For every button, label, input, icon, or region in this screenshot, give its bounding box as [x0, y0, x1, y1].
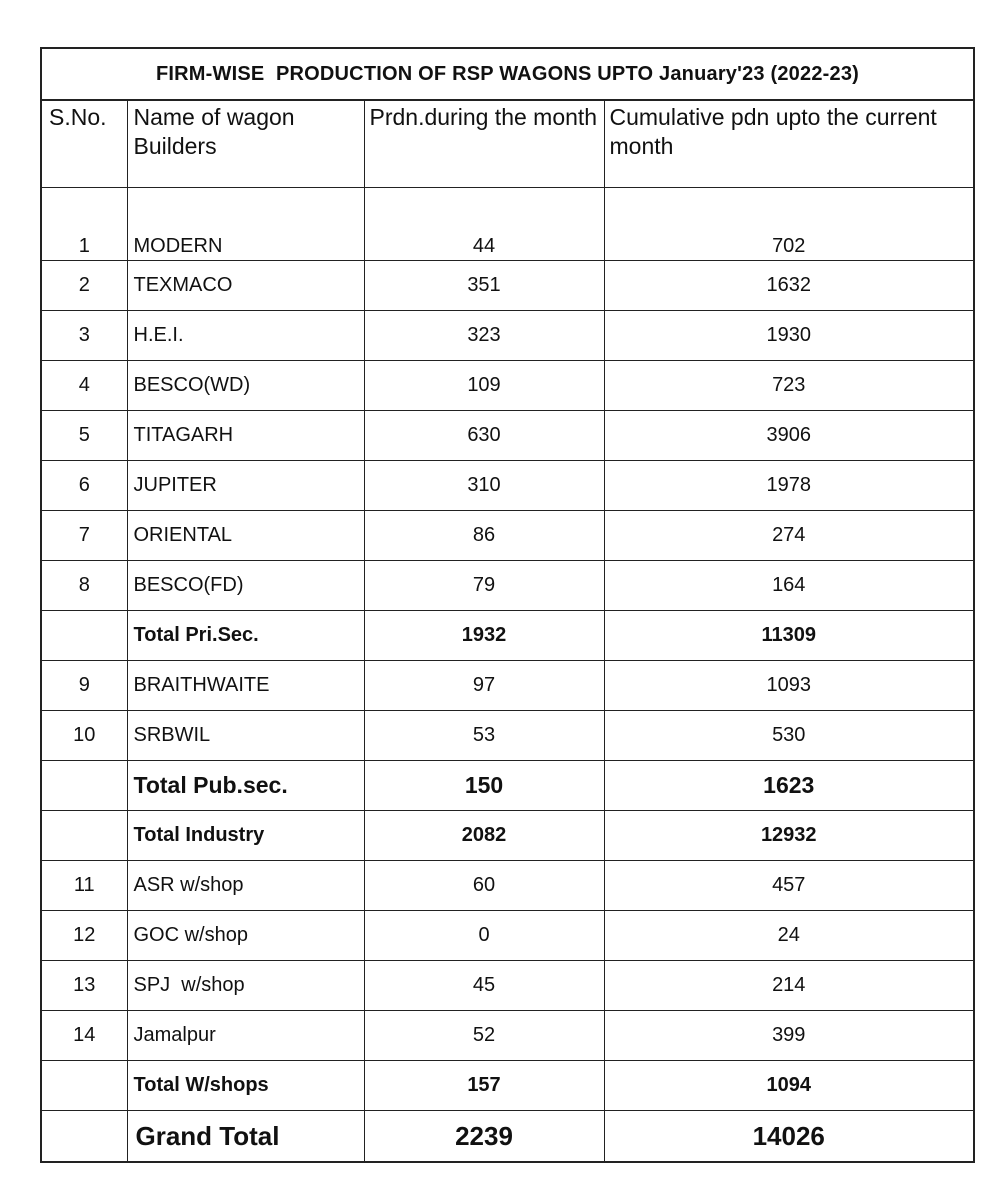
- table-row: [42, 911, 973, 961]
- table-row: [42, 711, 973, 761]
- table-row: [42, 361, 973, 411]
- row-name: Total Industry: [127, 811, 364, 861]
- production-table-document: [40, 47, 975, 1163]
- row-prdn: 53: [364, 711, 604, 761]
- row-sno: [42, 611, 127, 661]
- row-prdn: 310: [364, 461, 604, 511]
- table-row: [42, 961, 973, 1011]
- row-prdn: 97: [364, 661, 604, 711]
- row-cumulative: 24: [604, 911, 973, 961]
- row-cumulative: 274: [604, 511, 973, 561]
- row-cumulative: 399: [604, 1011, 973, 1061]
- row-prdn: 157: [364, 1061, 604, 1111]
- row-cumulative: 1094: [604, 1061, 973, 1111]
- row-sno: 6: [42, 461, 127, 511]
- row-name: ORIENTAL: [127, 511, 364, 561]
- header-sno: S.No.: [42, 101, 127, 188]
- table-row: [42, 188, 973, 261]
- header-prdn: Prdn.during the month: [364, 101, 604, 188]
- row-name: GOC w/shop: [127, 911, 364, 961]
- row-name: BRAITHWAITE: [127, 661, 364, 711]
- row-prdn: 45: [364, 961, 604, 1011]
- row-name: SRBWIL: [127, 711, 364, 761]
- row-cumulative: 1623: [604, 761, 973, 811]
- row-prdn: 0: [364, 911, 604, 961]
- row-sno: 5: [42, 411, 127, 461]
- table-row: [42, 411, 973, 461]
- row-cumulative: 1978: [604, 461, 973, 511]
- row-name: TITAGARH: [127, 411, 364, 461]
- row-cumulative: 530: [604, 711, 973, 761]
- row-sno: 3: [42, 311, 127, 361]
- table-row: [42, 311, 973, 361]
- row-name: Jamalpur: [127, 1011, 364, 1061]
- row-cumulative: 1093: [604, 661, 973, 711]
- table-row: [42, 1011, 973, 1061]
- row-cumulative: 723: [604, 361, 973, 411]
- row-name: ASR w/shop: [127, 861, 364, 911]
- production-table: [42, 101, 973, 1161]
- row-prdn: 44: [364, 188, 604, 261]
- header-cumulative: Cumulative pdn upto the current month: [604, 101, 973, 188]
- table-row: [42, 461, 973, 511]
- row-name: MODERN: [127, 188, 364, 261]
- row-sno: 7: [42, 511, 127, 561]
- table-row: [42, 261, 973, 311]
- total-row-public-sector: [42, 761, 973, 811]
- table-row: [42, 561, 973, 611]
- row-sno: [42, 1111, 127, 1162]
- row-prdn: 2239: [364, 1111, 604, 1162]
- row-prdn: 630: [364, 411, 604, 461]
- row-name: JUPITER: [127, 461, 364, 511]
- row-prdn: 60: [364, 861, 604, 911]
- row-sno: 1: [42, 188, 127, 261]
- row-cumulative: 457: [604, 861, 973, 911]
- row-cumulative: 11309: [604, 611, 973, 661]
- total-row-workshops: [42, 1061, 973, 1111]
- row-cumulative: 3906: [604, 411, 973, 461]
- header-row: [42, 101, 973, 188]
- row-cumulative: 1930: [604, 311, 973, 361]
- table-row: [42, 661, 973, 711]
- row-name: Grand Total: [127, 1111, 364, 1162]
- row-name: Total Pri.Sec.: [127, 611, 364, 661]
- row-sno: [42, 811, 127, 861]
- row-sno: 10: [42, 711, 127, 761]
- row-sno: 8: [42, 561, 127, 611]
- row-prdn: 2082: [364, 811, 604, 861]
- row-sno: [42, 1061, 127, 1111]
- row-cumulative: 702: [604, 188, 973, 261]
- row-prdn: 86: [364, 511, 604, 561]
- row-prdn: 79: [364, 561, 604, 611]
- row-prdn: 109: [364, 361, 604, 411]
- row-cumulative: 14026: [752, 1120, 825, 1151]
- row-sno: 12: [42, 911, 127, 961]
- row-sno: 4: [42, 361, 127, 411]
- row-name: BESCO(WD): [127, 361, 364, 411]
- row-cumulative: 164: [604, 561, 973, 611]
- row-cumulative: 1632: [604, 261, 973, 311]
- total-row-private-sector: [42, 611, 973, 661]
- row-sno: 13: [42, 961, 127, 1011]
- row-sno: 14: [42, 1011, 127, 1061]
- row-name: SPJ w/shop: [127, 961, 364, 1011]
- row-prdn: 351: [364, 261, 604, 311]
- row-cumulative: 214: [604, 961, 973, 1011]
- table-title: FIRM-WISE PRODUCTION OF RSP WAGONS UPTO January'23 (2022-23): [42, 49, 973, 101]
- row-prdn: 150: [364, 761, 604, 811]
- total-row-industry: [42, 811, 973, 861]
- header-name: Name of wagon Builders: [127, 101, 364, 188]
- row-name: BESCO(FD): [127, 561, 364, 611]
- row-cumulative: 12932: [604, 811, 973, 861]
- row-sno: 11: [42, 861, 127, 911]
- row-sno: 9: [42, 661, 127, 711]
- row-prdn: 52: [364, 1011, 604, 1061]
- row-name: H.E.I.: [127, 311, 364, 361]
- grand-total-row: [42, 1111, 973, 1162]
- row-sno: [42, 761, 127, 811]
- table-row: [42, 861, 973, 911]
- row-name: Total Pub.sec.: [127, 761, 364, 811]
- row-name: TEXMACO: [127, 261, 364, 311]
- table-row: [42, 511, 973, 561]
- row-sno: 2: [42, 261, 127, 311]
- row-prdn: 323: [364, 311, 604, 361]
- row-prdn: 1932: [364, 611, 604, 661]
- row-name: Total W/shops: [127, 1061, 364, 1111]
